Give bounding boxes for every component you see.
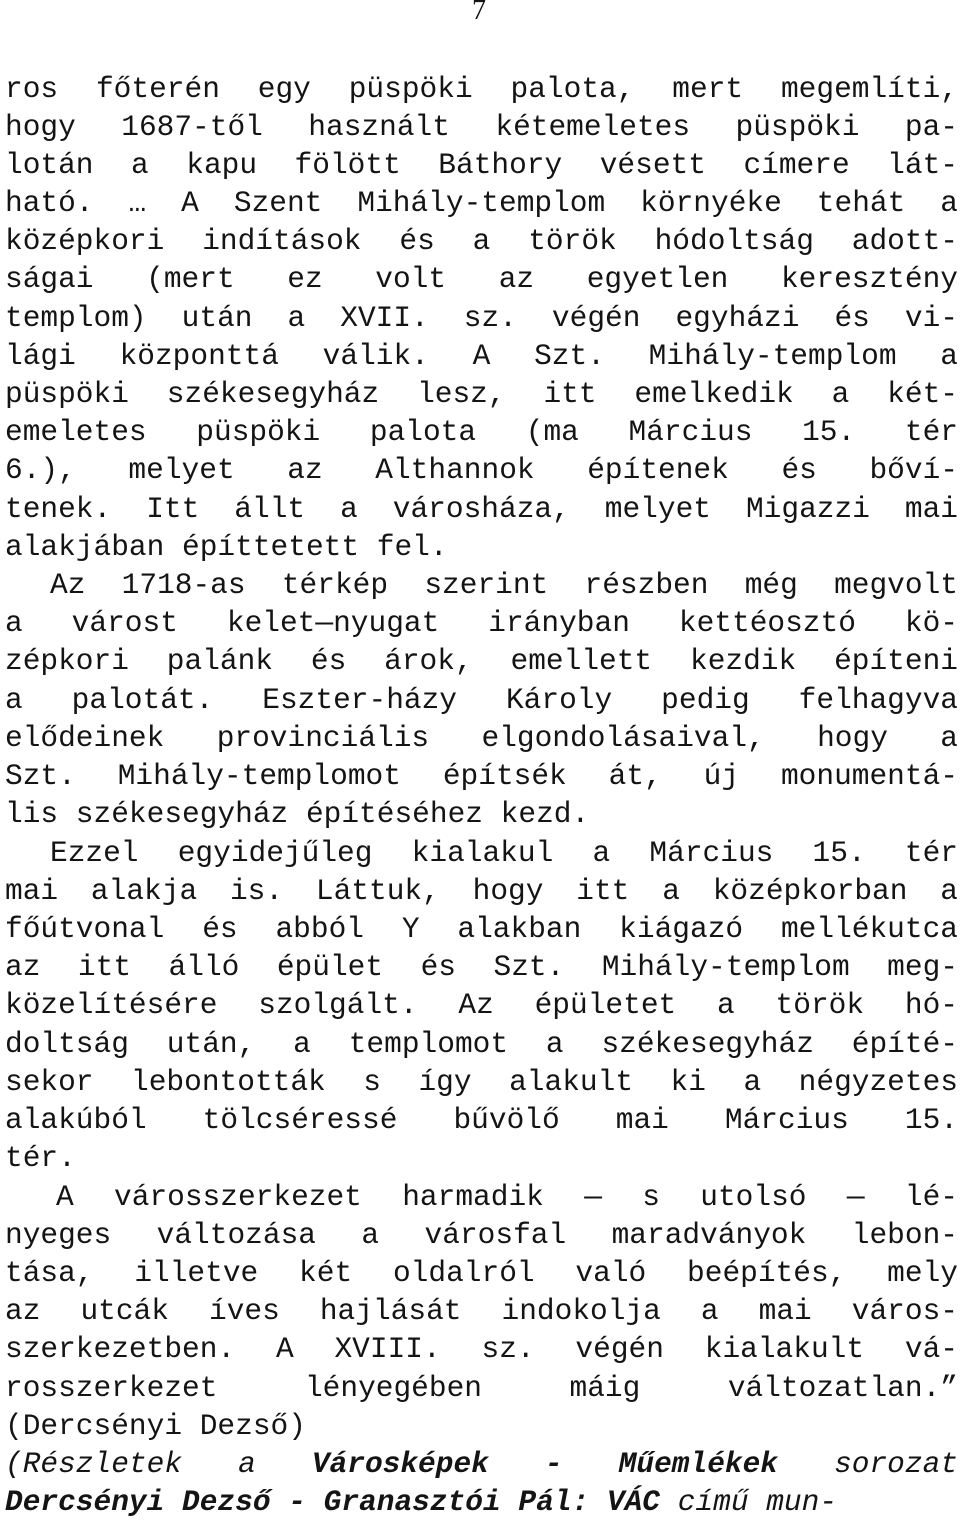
text-line: doltság után, a templomot a székesegyház építé- [5, 1027, 958, 1061]
text-line: lis székesegyház építéséhez kezd. [5, 797, 590, 831]
text-line: az utcák íves hajlását indokolja a mai város- [5, 1294, 958, 1328]
text-line: A városszerkezet harmadik — s utolsó — lé- [56, 1180, 958, 1214]
text-line: Szt. Mihály-templomot építsék át, új monumentá- [5, 759, 958, 793]
text-line: lági központtá válik. A Szt. Mihály-templom a [5, 339, 958, 373]
text-line: zépkori palánk és árok, emellett kezdik építeni [5, 644, 958, 678]
text-line: tása, illetve két oldalról való beépítés, mely [5, 1256, 958, 1290]
series-title: Városképek - Műemlékek [311, 1447, 779, 1481]
text-line: főútvonal és abból Y alakban kiágazó mellékutca [5, 912, 958, 946]
text-line: ható. … A Szent Mihály-templom környéke tehát a [5, 186, 958, 220]
text-line: a várost kelet—nyugat irányban kettéosztó kö- [5, 606, 958, 640]
text-line: templom) után a XVII. sz. végén egyházi és vi- [5, 301, 958, 335]
text-line: szerkezetben. A XVIII. sz. végén kialakult vá- [5, 1332, 958, 1366]
text-line: Az 1718-as térkép szerint részben még megvolt [50, 568, 958, 602]
citation-open: (Részletek a [5, 1447, 312, 1481]
text-line: emeletes püspöki palota (ma Március 15. tér [5, 415, 958, 449]
citation-line [5, 1445, 958, 1483]
text-line: ros főterén egy püspöki palota, mert megemlíti, [5, 72, 958, 106]
text-line: tenek. Itt állt a városháza, melyet Migazzi mai [5, 492, 958, 526]
citation-tail: című mun- [660, 1485, 838, 1519]
author-attribution: (Dercsényi Dezső) [5, 1409, 306, 1443]
text-line: sekor lebontották s így alakult ki a négyzetes [5, 1065, 958, 1099]
text-line: ságai (mert ez volt az egyetlen keresztény [5, 262, 958, 296]
text-line: elődeinek provinciális elgondolásaival, hogy a [5, 721, 958, 755]
text-line: tér. [5, 1141, 76, 1175]
text-line: 6.), melyet az Althannok építenek és bőví- [5, 453, 958, 487]
text-line: rosszerkezet lényegében máig változatlan.” [5, 1371, 958, 1405]
text-line: középkori indítások és a török hódoltság adott- [5, 224, 958, 258]
text-line: püspöki székesegyház lesz, itt emelkedik a két- [5, 377, 958, 411]
page-number: 7 [472, 0, 486, 26]
text-line: alakúból tölcséressé bűvölő mai Március 15. [5, 1103, 958, 1137]
book-title: Dercsényi Dezső - Granasztói Pál: VÁC [5, 1485, 661, 1519]
text-line: mai alakja is. Láttuk, hogy itt a középkorban a [5, 874, 958, 908]
text-line: közelítésére szolgált. Az épületet a török hó- [5, 988, 958, 1022]
text-line: az itt álló épület és Szt. Mihály-templom meg- [5, 950, 958, 984]
text-line: alakjában építtetett fel. [5, 530, 448, 564]
text-line: hogy 1687-től használt kétemeletes püspöki pa- [5, 110, 958, 144]
citation-series-word: sorozat [778, 1447, 958, 1481]
text-line: lotán a kapu fölött Báthory vésett címere lát- [5, 148, 958, 182]
text-line: a palotát. Eszter-házy Károly pedig felhagyva [5, 683, 958, 717]
text-line: Ezzel egyidejűleg kialakul a Március 15. tér [50, 836, 958, 870]
text-line: nyeges változása a városfal maradványok lebon- [5, 1218, 958, 1252]
citation-line [5, 1483, 958, 1521]
